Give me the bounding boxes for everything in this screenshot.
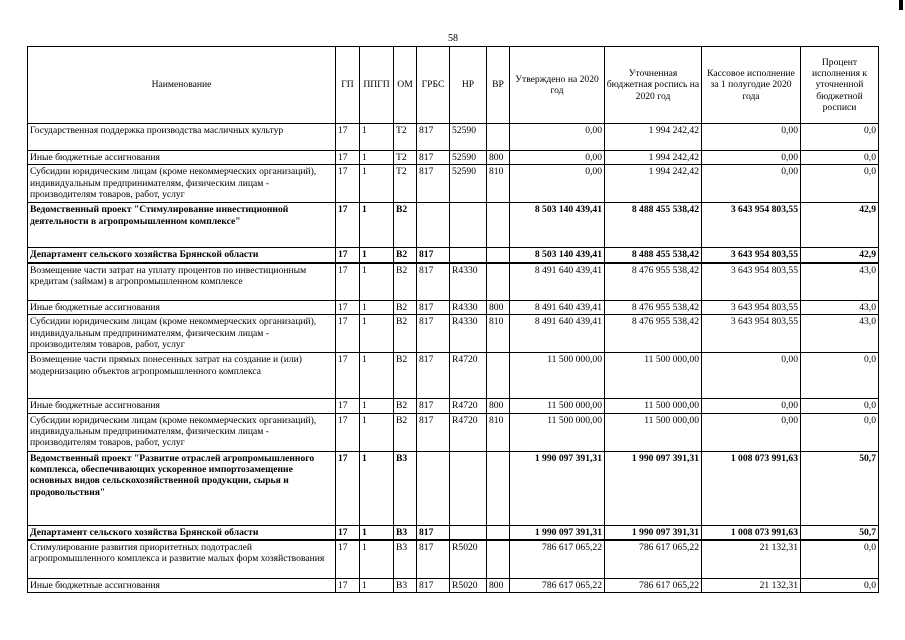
- row-grbs: 817: [417, 263, 450, 301]
- row-cash: 0,00: [702, 353, 801, 399]
- row-om: В3: [394, 525, 417, 540]
- row-vr: [487, 263, 510, 301]
- table-row: [28, 578, 879, 592]
- row-nr: [450, 525, 487, 540]
- table-row: [28, 399, 879, 413]
- row-nr: R4330: [450, 263, 487, 301]
- row-refined: 8 476 955 538,42: [605, 315, 702, 353]
- row-nr: 52590: [450, 151, 487, 165]
- row-percent: 0,0: [801, 124, 879, 151]
- row-approved: 11 500 000,00: [510, 353, 605, 399]
- row-nr: [450, 451, 487, 525]
- row-grbs: 817: [417, 578, 450, 592]
- row-name: Иные бюджетные ассигнования: [28, 151, 336, 165]
- table-row: [28, 263, 879, 301]
- row-gp: 17: [336, 151, 360, 165]
- row-gp: 17: [336, 413, 360, 451]
- row-approved: 0,00: [510, 165, 605, 203]
- header-gp: ГП: [336, 47, 360, 124]
- row-gp: 17: [336, 353, 360, 399]
- row-cash: 21 132,31: [702, 578, 801, 592]
- row-refined: 8 476 955 538,42: [605, 263, 702, 301]
- row-cash: 3 643 954 803,55: [702, 263, 801, 301]
- row-nr: 52590: [450, 124, 487, 151]
- row-cash: 0,00: [702, 165, 801, 203]
- row-gp: 17: [336, 248, 360, 263]
- row-om: В3: [394, 578, 417, 592]
- row-cash: 1 008 073 991,63: [702, 525, 801, 540]
- row-ppgp: 1: [360, 124, 394, 151]
- header-cash: Кассовое исполнение за 1 полугодие 2020 года: [702, 47, 801, 124]
- row-vr: 800: [487, 578, 510, 592]
- row-ppgp: 1: [360, 525, 394, 540]
- row-ppgp: 1: [360, 578, 394, 592]
- row-approved: 11 500 000,00: [510, 413, 605, 451]
- row-nr: R5020: [450, 540, 487, 578]
- row-approved: 786 617 065,22: [510, 578, 605, 592]
- row-ppgp: 1: [360, 301, 394, 315]
- table-row: [28, 315, 879, 353]
- row-cash: 0,00: [702, 151, 801, 165]
- row-name: Субсидии юридическим лицам (кроме некоммерческих организаций), индивидуальным предпринимателям, физическим лицам - производителям товаров, работ, услуг: [28, 315, 336, 353]
- row-om: В2: [394, 203, 417, 248]
- row-nr: R5020: [450, 578, 487, 592]
- row-percent: 0,0: [801, 399, 879, 413]
- row-ppgp: 1: [360, 413, 394, 451]
- row-refined: 1 994 242,42: [605, 124, 702, 151]
- row-grbs: 817: [417, 151, 450, 165]
- row-grbs: 817: [417, 540, 450, 578]
- row-name: Иные бюджетные ассигнования: [28, 578, 336, 592]
- row-name: Ведомственный проект "Стимулирование инвестиционной деятельности в агропромышленном комплексе": [28, 203, 336, 248]
- row-approved: 11 500 000,00: [510, 399, 605, 413]
- row-vr: [487, 451, 510, 525]
- row-nr: [450, 203, 487, 248]
- row-approved: 8 491 640 439,41: [510, 315, 605, 353]
- row-percent: 0,0: [801, 151, 879, 165]
- row-nr: R4720: [450, 353, 487, 399]
- row-percent: 43,0: [801, 301, 879, 315]
- row-nr: R4720: [450, 399, 487, 413]
- row-gp: 17: [336, 263, 360, 301]
- row-grbs: 817: [417, 353, 450, 399]
- row-refined: 1 994 242,42: [605, 165, 702, 203]
- row-ppgp: 1: [360, 263, 394, 301]
- row-nr: [450, 248, 487, 263]
- row-approved: 1 990 097 391,31: [510, 451, 605, 525]
- row-refined: 11 500 000,00: [605, 399, 702, 413]
- row-grbs: 817: [417, 248, 450, 263]
- row-ppgp: 1: [360, 315, 394, 353]
- row-om: В2: [394, 413, 417, 451]
- row-cash: 1 008 073 991,63: [702, 451, 801, 525]
- row-cash: 3 643 954 803,55: [702, 203, 801, 248]
- header-name: Наименование: [28, 47, 336, 124]
- row-om: В2: [394, 353, 417, 399]
- row-vr: [487, 540, 510, 578]
- row-name: Государственная поддержка производства масличных культур: [28, 124, 336, 151]
- header-refined: Уточненная бюджетная роспись на 2020 год: [605, 47, 702, 124]
- row-name: Иные бюджетные ассигнования: [28, 399, 336, 413]
- row-name: Стимулирование развития приоритетных подотраслей агропромышленного комплекса и развитие малых форм хозяйствования: [28, 540, 336, 578]
- row-grbs: 817: [417, 525, 450, 540]
- row-nr: R4330: [450, 301, 487, 315]
- row-refined: 786 617 065,22: [605, 578, 702, 592]
- row-percent: 43,0: [801, 315, 879, 353]
- row-om: В3: [394, 540, 417, 578]
- row-gp: 17: [336, 301, 360, 315]
- header-vr: ВР: [487, 47, 510, 124]
- row-vr: [487, 353, 510, 399]
- row-ppgp: 1: [360, 203, 394, 248]
- row-ppgp: 1: [360, 399, 394, 413]
- table-row-department: [28, 525, 879, 540]
- row-ppgp: 1: [360, 540, 394, 578]
- row-refined: 8 476 955 538,42: [605, 301, 702, 315]
- header-row: [28, 47, 879, 124]
- row-grbs: 817: [417, 165, 450, 203]
- row-vr: [487, 203, 510, 248]
- row-gp: 17: [336, 124, 360, 151]
- row-gp: 17: [336, 399, 360, 413]
- row-vr: 810: [487, 413, 510, 451]
- row-nr: 52590: [450, 165, 487, 203]
- row-nr: R4720: [450, 413, 487, 451]
- row-cash: 0,00: [702, 399, 801, 413]
- row-gp: 17: [336, 315, 360, 353]
- row-ppgp: 1: [360, 165, 394, 203]
- row-name: Иные бюджетные ассигнования: [28, 301, 336, 315]
- table-row: [28, 165, 879, 203]
- row-name: Департамент сельского хозяйства Брянской области: [28, 525, 336, 540]
- row-refined: 1 994 242,42: [605, 151, 702, 165]
- row-gp: 17: [336, 525, 360, 540]
- table-row-department: [28, 248, 879, 263]
- header-grbs: ГРБС: [417, 47, 450, 124]
- row-approved: 8 503 140 439,41: [510, 203, 605, 248]
- row-vr: 800: [487, 301, 510, 315]
- row-approved: 8 491 640 439,41: [510, 263, 605, 301]
- row-om: В2: [394, 301, 417, 315]
- row-gp: 17: [336, 451, 360, 525]
- row-grbs: 817: [417, 301, 450, 315]
- row-om: В2: [394, 315, 417, 353]
- table-row: [28, 124, 879, 151]
- row-ppgp: 1: [360, 248, 394, 263]
- table-row: [28, 540, 879, 578]
- row-refined: 1 990 097 391,31: [605, 525, 702, 540]
- row-om: Т2: [394, 124, 417, 151]
- row-name: Департамент сельского хозяйства Брянской области: [28, 248, 336, 263]
- table-row-project: [28, 203, 879, 248]
- row-refined: 8 488 455 538,42: [605, 248, 702, 263]
- row-cash: 3 643 954 803,55: [702, 301, 801, 315]
- row-ppgp: 1: [360, 151, 394, 165]
- table-row-project: [28, 451, 879, 525]
- row-cash: 3 643 954 803,55: [702, 248, 801, 263]
- row-name: Возмещение части затрат на уплату процентов по инвестиционным кредитам (займам) в агропромышленном комплексе: [28, 263, 336, 301]
- row-name: Возмещение части прямых понесенных затрат на создание и (или) модернизацию объектов агропромышленного комплекса: [28, 353, 336, 399]
- scan-edge-mark: [899, 0, 903, 10]
- row-vr: [487, 124, 510, 151]
- row-approved: 8 491 640 439,41: [510, 301, 605, 315]
- row-gp: 17: [336, 578, 360, 592]
- row-refined: 786 617 065,22: [605, 540, 702, 578]
- row-cash: 0,00: [702, 124, 801, 151]
- row-grbs: 817: [417, 413, 450, 451]
- row-vr: [487, 525, 510, 540]
- row-percent: 0,0: [801, 353, 879, 399]
- row-percent: 50,7: [801, 525, 879, 540]
- row-approved: 786 617 065,22: [510, 540, 605, 578]
- table-row: [28, 301, 879, 315]
- row-om: Т2: [394, 165, 417, 203]
- row-gp: 17: [336, 165, 360, 203]
- row-percent: 50,7: [801, 451, 879, 525]
- row-approved: 8 503 140 439,41: [510, 248, 605, 263]
- row-name: Ведомственный проект "Развитие отраслей агропромышленного комплекса, обеспечивающих ускоренное импортозамещение основных видов сельскохозяйственной продукции, сырья и продовольствия": [28, 451, 336, 525]
- header-nr: НР: [450, 47, 487, 124]
- row-grbs: [417, 203, 450, 248]
- row-vr: 800: [487, 399, 510, 413]
- row-approved: 1 990 097 391,31: [510, 525, 605, 540]
- row-cash: 3 643 954 803,55: [702, 315, 801, 353]
- row-refined: 8 488 455 538,42: [605, 203, 702, 248]
- row-approved: 0,00: [510, 124, 605, 151]
- row-vr: [487, 248, 510, 263]
- row-grbs: 817: [417, 124, 450, 151]
- header-om: ОМ: [394, 47, 417, 124]
- row-refined: 1 990 097 391,31: [605, 451, 702, 525]
- row-percent: 42,9: [801, 203, 879, 248]
- row-vr: 800: [487, 151, 510, 165]
- row-om: В2: [394, 399, 417, 413]
- row-om: В2: [394, 248, 417, 263]
- row-approved: 0,00: [510, 151, 605, 165]
- row-cash: 21 132,31: [702, 540, 801, 578]
- budget-execution-table: [27, 46, 879, 593]
- row-grbs: 817: [417, 315, 450, 353]
- row-om: В2: [394, 263, 417, 301]
- table-row: [28, 151, 879, 165]
- row-ppgp: 1: [360, 451, 394, 525]
- row-percent: 0,0: [801, 413, 879, 451]
- row-gp: 17: [336, 540, 360, 578]
- row-ppgp: 1: [360, 353, 394, 399]
- row-grbs: 817: [417, 399, 450, 413]
- row-om: В3: [394, 451, 417, 525]
- row-gp: 17: [336, 203, 360, 248]
- header-percent: Процент исполнения к уточненной бюджетной росписи: [801, 47, 879, 124]
- header-ppgp: ППГП: [360, 47, 394, 124]
- row-cash: 0,00: [702, 413, 801, 451]
- row-percent: 0,0: [801, 540, 879, 578]
- row-om: Т2: [394, 151, 417, 165]
- row-percent: 43,0: [801, 263, 879, 301]
- page-number: 58: [448, 33, 458, 44]
- row-refined: 11 500 000,00: [605, 413, 702, 451]
- table-row: [28, 353, 879, 399]
- row-percent: 42,9: [801, 248, 879, 263]
- row-vr: 810: [487, 315, 510, 353]
- row-nr: R4330: [450, 315, 487, 353]
- row-percent: 0,0: [801, 165, 879, 203]
- row-grbs: [417, 451, 450, 525]
- header-approved: Утверждено на 2020 год: [510, 47, 605, 124]
- table-row: [28, 413, 879, 451]
- row-vr: 810: [487, 165, 510, 203]
- row-name: Субсидии юридическим лицам (кроме некоммерческих организаций), индивидуальным предпринимателям, физическим лицам - производителям товаров, работ, услуг: [28, 413, 336, 451]
- row-percent: 0,0: [801, 578, 879, 592]
- row-refined: 11 500 000,00: [605, 353, 702, 399]
- row-name: Субсидии юридическим лицам (кроме некоммерческих организаций), индивидуальным предпринимателям, физическим лицам - производителям товаров, работ, услуг: [28, 165, 336, 203]
